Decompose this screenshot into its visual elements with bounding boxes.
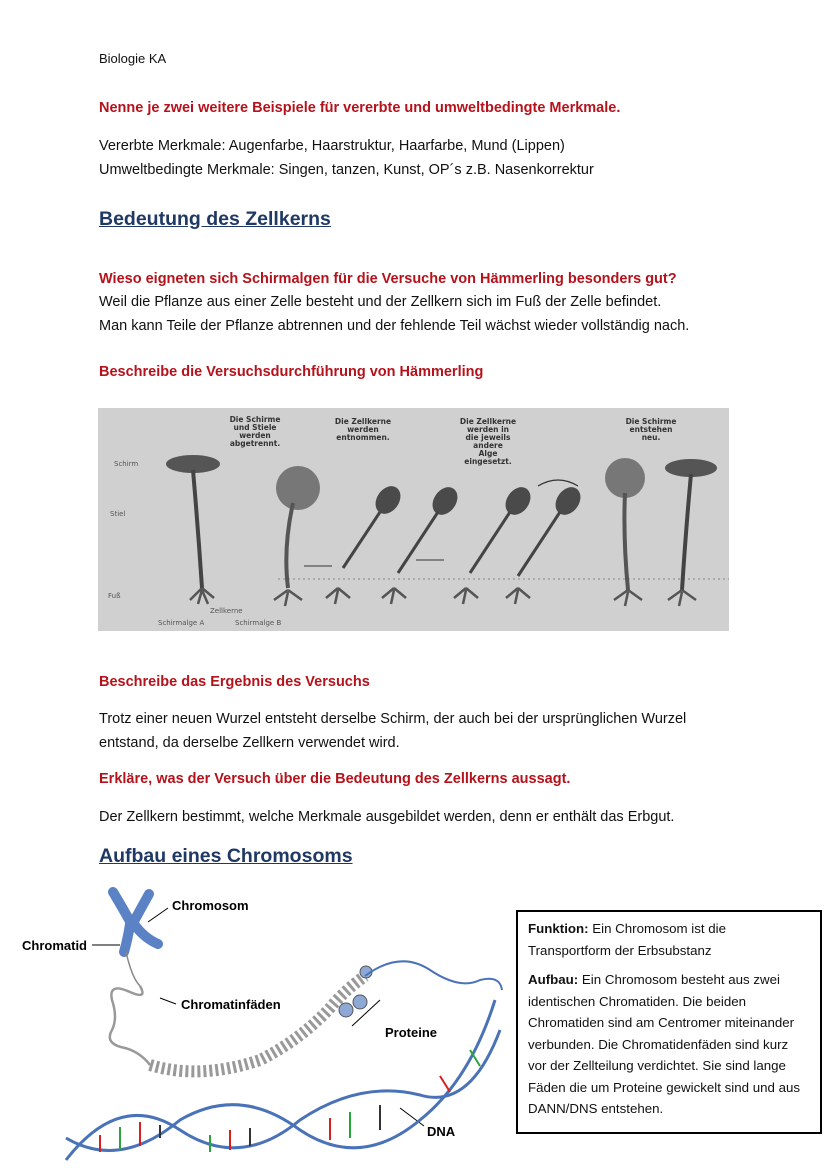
document-header: Biologie KA xyxy=(99,51,167,66)
answer-schirmalgen-line1: Weil die Pflanze aus einer Zelle besteht und der Zellkern sich im Fuß der Zelle befindet. xyxy=(99,294,662,310)
step1-line1: Die Schirme xyxy=(229,415,281,424)
step1-line4: abgetrennt. xyxy=(229,439,281,448)
aufbau-label: Aufbau: xyxy=(528,972,579,987)
question-bedeutung: Erkläre, was der Versuch über die Bedeutung des Zellkerns aussagt. xyxy=(99,771,571,787)
label-schirmalge-a: Schirmalge A xyxy=(158,619,205,627)
answer-vererbte-merkmale: Vererbte Merkmale: Augenfarbe, Haarstruktur, Haarfarbe, Mund (Lippen) xyxy=(99,138,565,154)
step1-line3: werden xyxy=(239,431,271,440)
label-dna: DNA xyxy=(427,1124,456,1139)
step4-line2: entstehen xyxy=(629,425,673,434)
chromatin-fibre-drawing xyxy=(110,966,372,1071)
label-chromatid: Chromatid xyxy=(22,938,87,953)
funktion-text: Ein Chromosom ist die Transportform der Erbsubstanz xyxy=(528,921,727,958)
aufbau-paragraph xyxy=(528,969,810,1120)
label-chromatinfaeden: Chromatinfäden xyxy=(181,997,281,1012)
step3-line1: Die Zellkerne xyxy=(459,417,517,426)
side-label-fuss: Fuß xyxy=(108,592,121,600)
label-zellkerne: Zellkerne xyxy=(210,607,243,615)
answer-ergebnis-line2: entstand, da derselbe Zellkern verwendet wird. xyxy=(99,735,400,751)
answer-umweltbedingte-merkmale: Umweltbedingte Merkmale: Singen, tanzen, Kunst, OP´s z.B. Nasenkorrektur xyxy=(99,162,594,178)
chromosome-drawing xyxy=(113,892,158,986)
step2-line2: werden xyxy=(347,425,379,434)
experiment-figure xyxy=(98,408,729,631)
step4-line3: neu. xyxy=(641,433,661,442)
answer-schirmalgen-line2: Man kann Teile der Pflanze abtrennen und der fehlende Teil wächst wieder vollständig nach. xyxy=(99,318,690,334)
funktion-label: Funktion: xyxy=(528,921,589,936)
side-label-schirm: Schirm xyxy=(114,460,139,468)
chromosome-diagram xyxy=(0,880,510,1171)
funktion-paragraph xyxy=(528,918,810,961)
aufbau-text: Ein Chromosom besteht aus zwei identischen Chromatiden. Die beiden Chromatiden sind am Centromer miteinander verbunden. Die Chromatidenfäden sind kurz vor der Zellteilung verdichtet. Sie sind lange Fäden die um Proteine gewickelt sind und aus DANN/DNS entstehen. xyxy=(528,972,801,1116)
step2-line1: Die Zellkerne xyxy=(334,417,392,426)
heading-aufbau-chromosom: Aufbau eines Chromosoms xyxy=(99,845,353,867)
side-label-stiel: Stiel xyxy=(110,510,126,518)
step4-line1: Die Schirme xyxy=(625,417,677,426)
answer-bedeutung: Der Zellkern bestimmt, welche Merkmale ausgebildet werden, denn er enthält das Erbgut. xyxy=(99,809,675,825)
step1-line2: und Stiele xyxy=(233,423,277,432)
info-box xyxy=(516,910,822,1134)
step2-line3: entnommen. xyxy=(336,433,390,442)
question-ergebnis: Beschreibe das Ergebnis des Versuchs xyxy=(99,674,370,690)
step3-line5: Alge xyxy=(478,449,498,458)
heading-bedeutung-zellkern: Bedeutung des Zellkerns xyxy=(99,208,331,230)
step3-line6: eingesetzt. xyxy=(464,457,512,466)
question-schirmalgen: Wieso eigneten sich Schirmalgen für die Versuche von Hämmerling besonders gut? xyxy=(99,271,677,287)
step3-line2: werden in xyxy=(466,425,510,434)
label-proteine: Proteine xyxy=(385,1025,438,1040)
step3-line4: andere xyxy=(473,441,503,450)
step3-line3: die jeweils xyxy=(465,433,511,442)
question-versuchsdurchfuehrung: Beschreibe die Versuchsdurchführung von Hämmerling xyxy=(99,364,484,380)
answer-ergebnis-line1: Trotz einer neuen Wurzel entsteht derselbe Schirm, der auch bei der ursprünglichen Wurzel xyxy=(99,711,687,727)
label-chromosom: Chromosom xyxy=(172,898,249,913)
question-merkmale: Nenne je zwei weitere Beispiele für vererbte und umweltbedingte Merkmale. xyxy=(99,100,621,116)
label-schirmalge-b: Schirmalge B xyxy=(235,619,282,627)
